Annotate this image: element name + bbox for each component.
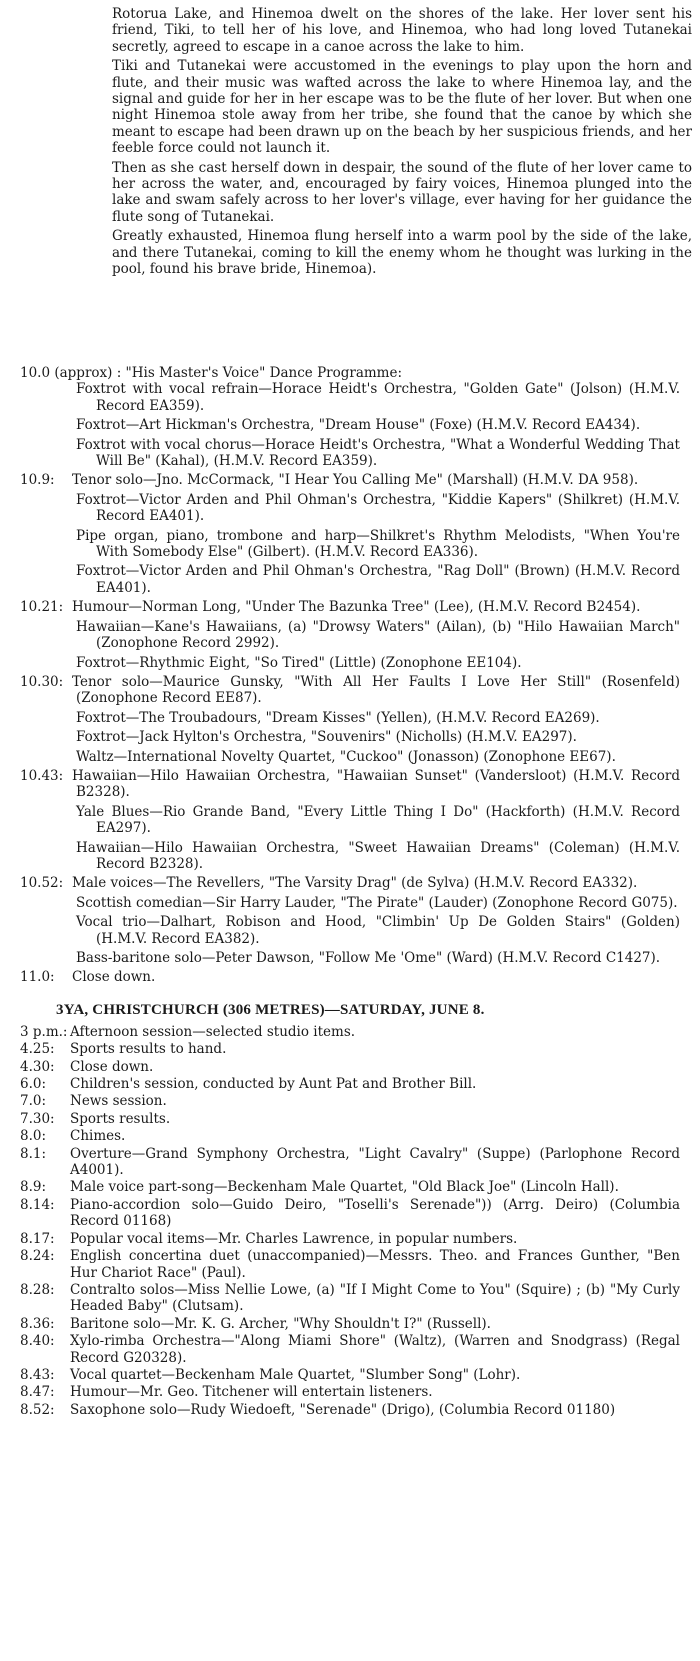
programme-item-text: Hawaiian—Hilo Hawaiian Orchestra, "Sweet Hawaiian Dreams" (Coleman) (H.M.V. Record B2328). bbox=[76, 839, 680, 872]
station-item-text: Male voice part-song—Beckenham Male Quartet, "Old Black Joe" (Lincoln Hall). bbox=[70, 1179, 619, 1196]
station-item-time: 8.52: bbox=[20, 1401, 55, 1418]
programme-item-text: Bass-baritone solo—Peter Dawson, "Follow Me 'Ome" (Ward) (H.M.V. Record C1427). bbox=[76, 950, 661, 966]
station-schedule-item bbox=[20, 1248, 680, 1281]
programme-item bbox=[20, 804, 680, 837]
programme-item-text: Pipe organ, piano, trombone and harp—Shilkret's Rhythm Melodists, "When You're With Somebody Else" (Gilbert). (H.M.V. Record EA336). bbox=[76, 527, 680, 561]
station-schedule-item bbox=[20, 1179, 680, 1195]
programme-item bbox=[20, 875, 680, 891]
programme-item-text: Tenor solo—Maurice Gunsky, "With All Her Faults I Love Her Still" (Rosenfeld) (Zonophone Record EE87). bbox=[72, 673, 680, 707]
programme-intro-row bbox=[20, 365, 680, 381]
programme-item-time: 10.43: bbox=[20, 767, 64, 784]
programme-item bbox=[20, 599, 680, 615]
programme-item bbox=[20, 492, 680, 525]
programme-item-text: Foxtrot—Victor Arden and Phil Ohman's Orchestra, "Kiddie Kapers" (Shilkret) (H.M.V. Record EA401). bbox=[76, 491, 680, 525]
programme-item bbox=[20, 729, 680, 745]
station-schedule-item bbox=[20, 1111, 680, 1127]
station-item-text: English concertina duet (unaccompanied)—Messrs. Theo. and Frances Gunther, "Ben Hur Chariot Race" (Paul). bbox=[70, 1248, 680, 1281]
station-item-text: Vocal quartet—Beckenham Male Quartet, "Slumber Song" (Lohr). bbox=[70, 1366, 521, 1383]
station-item-time: 3 p.m.: bbox=[20, 1023, 68, 1040]
station-item-time: 8.0: bbox=[20, 1128, 47, 1145]
station-schedule-item bbox=[20, 1093, 680, 1109]
programme-item bbox=[20, 710, 680, 726]
station-item-text: Sports results to hand. bbox=[70, 1041, 227, 1058]
programme-item bbox=[20, 895, 680, 911]
station-item-text: Close down. bbox=[70, 1058, 154, 1075]
station-item-time: 8.47: bbox=[20, 1384, 55, 1401]
programme-item-text: Foxtrot—The Troubadours, "Dream Kisses" (Yellen), (H.M.V. Record EA269). bbox=[76, 709, 600, 726]
programme-item-text: Vocal trio—Dalhart, Robison and Hood, "Climbin' Up De Golden Stairs" (Golden) (H.M.V. Record EA382). bbox=[76, 914, 680, 947]
station-item-time: 8.1: bbox=[20, 1145, 47, 1162]
programme-item-text: Scottish comedian—Sir Harry Lauder, "The Pirate" (Lauder) (Zonophone Record G075). bbox=[76, 894, 678, 911]
station-item-text: Piano-accordion solo—Guido Deiro, "Toselli's Serenade")) (Arrg. Deiro) (Columbia Record 01168) bbox=[70, 1196, 680, 1230]
programme-item-text: Hawaiian—Kane's Hawaiians, (a) "Drowsy Waters" (Ailan), (b) "Hilo Hawaiian March" (Zonophone Record 2992). bbox=[76, 618, 680, 652]
programme-item-text: Humour—Norman Long, "Under The Bazunka Tree" (Lee), (H.M.V. Record B2454). bbox=[72, 599, 641, 616]
programme-item bbox=[20, 655, 680, 671]
programme-item-time: 10.30: bbox=[20, 673, 64, 690]
station-item-text: Chimes. bbox=[70, 1128, 126, 1145]
station-item-text: Saxophone solo—Rudy Wiedoeft, "Serenade" (Drigo), (Columbia Record 01180) bbox=[70, 1401, 616, 1418]
programme-item bbox=[20, 381, 680, 414]
station-item-text: Children's session, conducted by Aunt Pat and Brother Bill. bbox=[70, 1076, 477, 1093]
station-item-text: Xylo-rimba Orchestra—"Along Miami Shore" (Waltz), (Warren and Snodgrass) (Regal Record G20328). bbox=[70, 1333, 680, 1366]
programme-list bbox=[20, 381, 680, 966]
station-schedule-item bbox=[20, 1041, 680, 1057]
station-item-text: Popular vocal items—Mr. Charles Lawrence, in popular numbers. bbox=[70, 1230, 518, 1247]
programme-item-text: Foxtrot with vocal refrain—Horace Heidt's Orchestra, "Golden Gate" (Jolson) (H.M.V. Record EA359). bbox=[76, 381, 680, 414]
station-schedule-item bbox=[20, 1384, 680, 1400]
station-item-time: 8.9: bbox=[20, 1179, 47, 1196]
story-paragraph: Greatly exhausted, Hinemoa flung herself into a warm pool by the side of the lake, and there Tutanekai, coming to kill the enemy whom he thought was lurking in the pool, found his brave bride, Hinemoa). bbox=[112, 228, 692, 278]
station-schedule-item bbox=[20, 1231, 680, 1247]
station-heading: 3YA, CHRISTCHURCH (306 METRES)—SATURDAY, JUNE 8. bbox=[56, 1001, 485, 1018]
programme-item-text: Hawaiian—Hilo Hawaiian Orchestra, "Hawaiian Sunset" (Vandersloot) (H.M.V. Record B2328). bbox=[72, 767, 680, 801]
station-schedule-item bbox=[20, 1197, 680, 1230]
station-item-time: 7.30: bbox=[20, 1110, 55, 1127]
station-item-text: News session. bbox=[70, 1093, 167, 1110]
programme-item-time: 10.21: bbox=[20, 599, 64, 616]
programme-item-text: Foxtrot—Jack Hylton's Orchestra, "Souvenirs" (Nicholls) (H.M.V. EA297). bbox=[76, 729, 577, 746]
station-item-time: 8.36: bbox=[20, 1315, 55, 1332]
programme-item-time: 10.9: bbox=[20, 472, 55, 489]
programme-item bbox=[20, 563, 680, 596]
dance-programme bbox=[20, 365, 680, 1419]
station-schedule-item bbox=[20, 1024, 680, 1040]
station-item-text: Afternoon session—selected studio items. bbox=[70, 1023, 356, 1040]
station-schedule-item bbox=[20, 1282, 680, 1315]
station-item-text: Humour—Mr. Geo. Titchener will entertain listeners. bbox=[70, 1384, 433, 1401]
station-item-time: 6.0: bbox=[20, 1076, 47, 1093]
programme-item bbox=[20, 768, 680, 801]
station-item-text: Sports results. bbox=[70, 1110, 171, 1127]
station-schedule-item bbox=[20, 1076, 680, 1092]
programme-item bbox=[20, 674, 680, 707]
closing-time: 11.0: bbox=[20, 969, 55, 986]
station-item-time: 8.17: bbox=[20, 1230, 55, 1247]
station-schedule-item bbox=[20, 1402, 680, 1418]
programme-item-time: 10.52: bbox=[20, 875, 64, 892]
programme-item bbox=[20, 914, 680, 947]
programme-intro: 10.0 (approx) : "His Master's Voice" Dance Programme: bbox=[20, 365, 403, 381]
station-item-text: Baritone solo—Mr. K. G. Archer, "Why Shouldn't I?" (Russell). bbox=[70, 1315, 491, 1332]
station-item-time: 8.14: bbox=[20, 1196, 55, 1213]
programme-item-text: Tenor solo—Jno. McCormack, "I Hear You Calling Me" (Marshall) (H.M.V. DA 958). bbox=[72, 472, 639, 489]
hinemoa-story bbox=[112, 6, 692, 281]
programme-item bbox=[20, 417, 680, 433]
programme-item bbox=[20, 840, 680, 873]
programme-item-text: Foxtrot—Rhythmic Eight, "So Tired" (Little) (Zonophone EE104). bbox=[76, 654, 522, 671]
programme-item bbox=[20, 619, 680, 652]
station-item-time: 4.30: bbox=[20, 1058, 55, 1075]
station-item-time: 4.25: bbox=[20, 1041, 55, 1058]
station-schedule-item bbox=[20, 1367, 680, 1383]
programme-item bbox=[20, 749, 680, 765]
programme-item-text: Waltz—International Novelty Quartet, "Cuckoo" (Jonasson) (Zonophone EE67). bbox=[76, 748, 616, 765]
station-schedule-list bbox=[20, 1024, 680, 1418]
station-item-text: Contralto solos—Miss Nellie Lowe, (a) "If I Might Come to You" (Squire) ; (b) "My Curly Headed Baby" (Clutsam). bbox=[70, 1281, 680, 1315]
station-item-time: 8.43: bbox=[20, 1366, 55, 1383]
station-schedule-item bbox=[20, 1333, 680, 1366]
closing-text: Close down. bbox=[72, 969, 156, 986]
station-schedule-item bbox=[20, 1146, 680, 1179]
station-item-time: 8.24: bbox=[20, 1248, 55, 1265]
station-schedule-item bbox=[20, 1316, 680, 1332]
programme-item bbox=[20, 528, 680, 561]
programme-item-text: Foxtrot—Victor Arden and Phil Ohman's Orchestra, "Rag Doll" (Brown) (H.M.V. Record EA401). bbox=[76, 563, 680, 596]
programme-item-text: Foxtrot with vocal chorus—Horace Heidt's Orchestra, "What a Wonderful Wedding That Will Be" (Kahal), (H.M.V. Record EA359). bbox=[76, 436, 680, 470]
story-paragraph: Rotorua Lake, and Hinemoa dwelt on the shores of the lake. Her lover sent his friend, Tiki, to tell her of his love, and Hinemoa, who had long loved Tutanekai secretly, agreed to escape in a canoe across the lake to him. bbox=[112, 6, 692, 55]
programme-item-text: Yale Blues—Rio Grande Band, "Every Little Thing I Do" (Hackforth) (H.M.V. Record EA297). bbox=[76, 803, 680, 837]
programme-item-text: Male voices—The Revellers, "The Varsity Drag" (de Sylva) (H.M.V. Record EA332). bbox=[72, 875, 638, 892]
closing-row bbox=[20, 969, 680, 985]
story-paragraph: Then as she cast herself down in despair, the sound of the flute of her lover came to her across the water, and, encouraged by fairy voices, Hinemoa plunged into the lake and swam safely across to her lover's village, ever having for her guidance the flute song of Tutanekai. bbox=[112, 159, 692, 225]
station-schedule-item bbox=[20, 1059, 680, 1075]
station-item-time: 7.0: bbox=[20, 1093, 47, 1110]
programme-item-text: Foxtrot—Art Hickman's Orchestra, "Dream House" (Foxe) (H.M.V. Record EA434). bbox=[76, 417, 641, 434]
programme-item bbox=[20, 437, 680, 470]
station-item-text: Overture—Grand Symphony Orchestra, "Light Cavalry" (Suppe) (Parlophone Record A4001). bbox=[70, 1145, 680, 1179]
programme-item bbox=[20, 472, 680, 488]
story-paragraph: Tiki and Tutanekai were accustomed in the evenings to play upon the horn and flute, and their music was wafted across the lake to where Hinemoa lay, and the signal and guide for her in her escape was to be the flute of her lover. But when one night Hinemoa stole away from her tribe, she found that the canoe by which she meant to escape had been drawn up on the beach by her suspicious friends, and her feeble force could not launch it. bbox=[112, 58, 692, 157]
station-item-time: 8.40: bbox=[20, 1333, 55, 1350]
station-schedule-item bbox=[20, 1128, 680, 1144]
station-item-time: 8.28: bbox=[20, 1281, 55, 1298]
programme-item bbox=[20, 950, 680, 966]
